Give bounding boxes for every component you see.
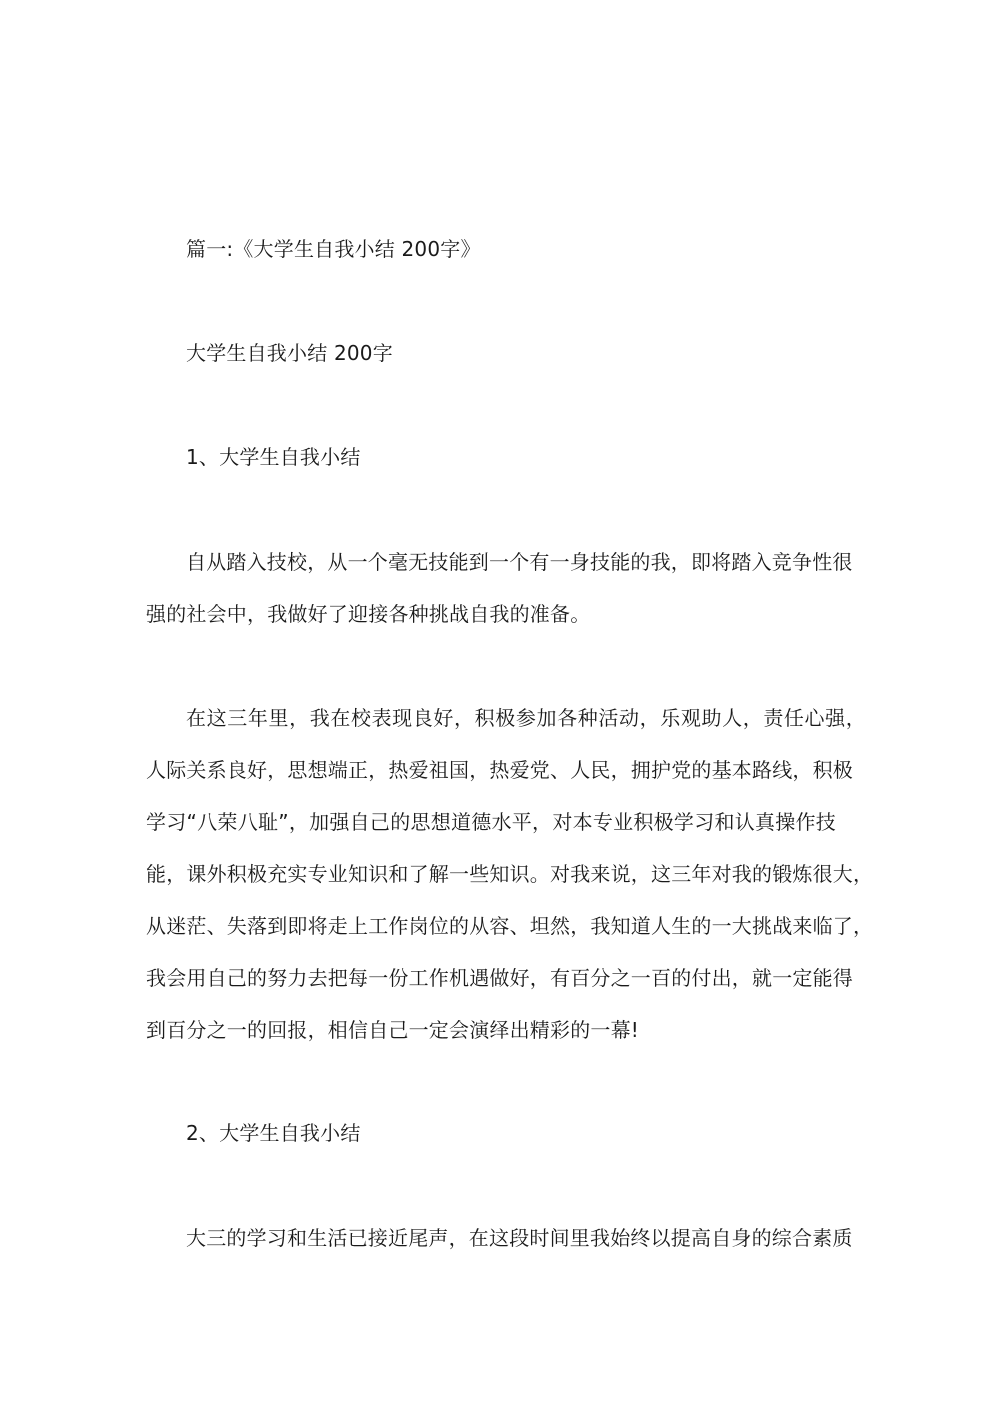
section1-para2-line7: 到百分之一的回报，相信自己一定会演绎出精彩的一幕!: [146, 1018, 640, 1042]
section1-heading: 1、大学生自我小结: [186, 445, 361, 469]
section2-heading: 2、大学生自我小结: [186, 1121, 361, 1145]
section1-para2-line6: 我会用自己的努力去把每一份工作机遇做好，有百分之一百的付出，就一定能得: [146, 966, 853, 990]
section1-para2-line2: 人际关系良好，思想端正，热爱祖国，热爱党、人民，拥护党的基本路线，积极: [146, 758, 853, 782]
section1-para2-line3: 学习“八荣八耻”，加强自己的思想道德水平，对本专业积极学习和认真操作技: [146, 810, 836, 834]
section1-para2-line5: 从迷茫、失落到即将走上工作岗位的从容、坦然，我知道人生的一大挑战来临了，: [146, 914, 874, 938]
section1-para1-line2: 强的社会中，我做好了迎接各种挑战自我的准备。: [146, 602, 591, 626]
section1-para2-line4: 能，课外积极充实专业知识和了解一些知识。对我来说，这三年对我的锻炼很大，: [146, 862, 874, 886]
section1-para1-line1: 自从踏入技校，从一个毫无技能到一个有一身技能的我，即将踏入竞争性很: [186, 550, 853, 574]
section2-para1-line1: 大三的学习和生活已接近尾声，在这段时间里我始终以提高自身的综合素质: [186, 1226, 853, 1250]
subtitle: 大学生自我小结 200字: [186, 341, 393, 365]
section1-para2-line1: 在这三年里，我在校表现良好，积极参加各种活动，乐观助人，责任心强，: [186, 706, 866, 730]
article-title: 篇一:《大学生自我小结 200字》: [186, 237, 481, 261]
